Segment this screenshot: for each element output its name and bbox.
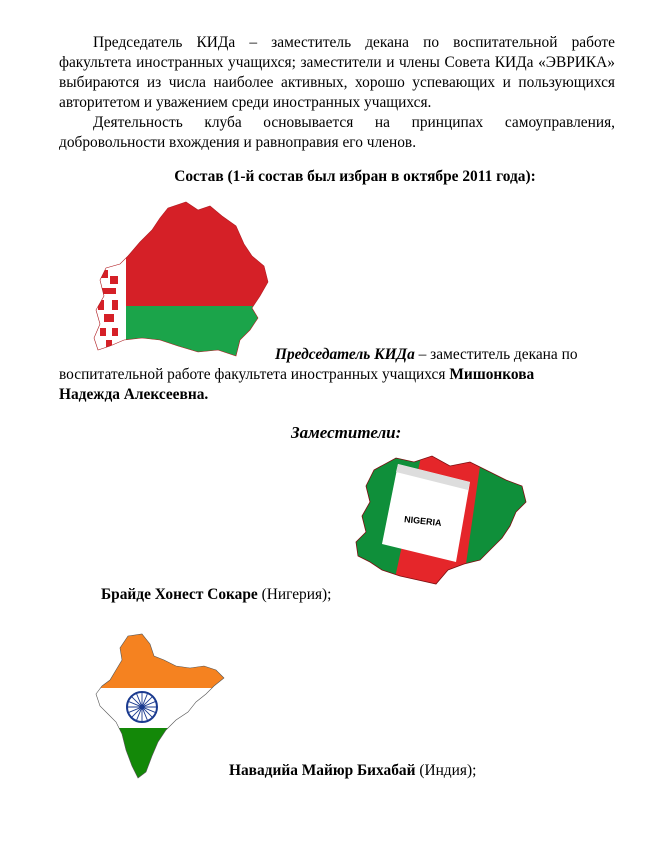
deputy-2-caption [229, 761, 476, 781]
chairman-line-2 [59, 365, 534, 385]
deputy-1-name: Брайде Хонест Сокаре [101, 586, 258, 603]
chairman-line-3 [59, 385, 208, 405]
deputy-1-caption [101, 585, 331, 605]
deputy-1-country: (Нигерия); [257, 586, 332, 603]
intro-paragraph-1: Председатель КИДа – заместитель декана по воспитательной работе факультета иностранных учащихся; заместители и члены Совета КИДа «ЭВРИКА» выбираются из числа наиболее активных, хорошо успевающих и пользующихся авторитетом и уважением среди иностранных учащихся. [59, 34, 615, 111]
chairman-dash: – [414, 346, 431, 363]
nigeria-flag-map-icon [352, 452, 532, 592]
deputy-2-country: (Индия); [415, 762, 477, 779]
nigeria-map-label: NIGERIA [403, 514, 443, 529]
chairman-description-rest: воспитательной работе факультета иностранных учащихся [59, 366, 450, 383]
chairman-name-part-2: Надежда Алексеевна. [59, 386, 209, 403]
chairman-description-start: заместитель декана по [430, 346, 578, 363]
belarus-flag-map-icon [90, 200, 280, 360]
chairman-name-part-1: Мишонкова [449, 366, 535, 383]
composition-heading: Состав (1-й состав был избран в октябре 2011 года): [174, 168, 536, 185]
chairman-line-1 [275, 345, 578, 365]
deputies-heading: Заместители: [291, 423, 402, 442]
deputy-2-name: Навадийа Майюр Бихабай [229, 762, 416, 779]
india-flag-map-icon [92, 632, 232, 782]
intro-paragraph-2: Деятельность клуба основывается на принципах самоуправления, добровольности вхождения и равноправия его членов. [59, 114, 615, 151]
chairman-role: Председатель КИДа [275, 346, 415, 363]
ashoka-chakra-icon [127, 692, 157, 722]
